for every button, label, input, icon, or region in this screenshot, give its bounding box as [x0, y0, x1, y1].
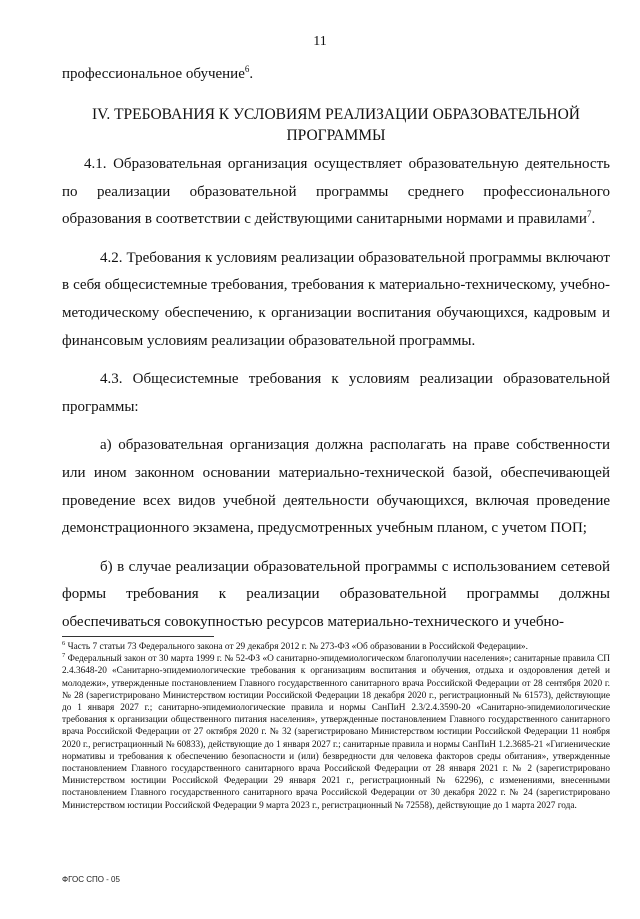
- body-text: [62, 151, 610, 648]
- footnotes: [62, 641, 610, 812]
- intro-line: [62, 64, 610, 84]
- paragraph-4-3: 4.3. Общесистемные требования к условиям реализации образовательной программы:: [62, 371, 610, 415]
- paragraph-4-1: [62, 151, 610, 234]
- paragraph-4-3-a: а) образовательная организация должна располагать на праве собственности или ином законном основании материально-технической базой, обеспечивающей проведение всех видов учебной деятельности обучающихся, включая проведение демонстрационного экзамена, предусмотренных учебным планом, с учетом ПОП;: [62, 437, 610, 537]
- footnote-7: [62, 653, 610, 812]
- paragraph-4-1-end: .: [591, 211, 596, 228]
- paragraph-4-3-b: б) в случае реализации образовательной программы с использованием сетевой формы требования к реализации образовательной программы должны обеспечиваться совокупностью ресурсов материально-технического и учебно-: [62, 558, 610, 630]
- footnote-7-marker: 7: [62, 652, 66, 660]
- section-heading: IV. ТРЕБОВАНИЯ К УСЛОВИЯМ РЕАЛИЗАЦИИ ОБРАЗОВАТЕЛЬНОЙ ПРОГРАММЫ: [91, 106, 580, 144]
- paragraph-4-1-text: 4.1. Образовательная организация осуществляет образовательную деятельность по реализации образовательной программы среднего профессионального образования в соответствии с действующими санитарными нормами и правилами: [62, 156, 610, 228]
- footnote-7-text: Федеральный закон от 30 марта 1999 г. № 52-ФЗ «О санитарно-эпидемиологическом благополучии населения»; санитарные правила СП 2.4.3648-20 «Санитарно-эпидемиологические требования к организациям воспитания и обучения, отдыха и оздоровления детей и молодежи», утвержденные постановлением Главного государственного санитарного врача Российской Федерации от 28 сентября 2020 г. № 28 (зарегистрировано Министерством юстиции Российской Федерации 18 декабря 2020 г., регистрационный № 61573), действующие до 1 января 2027 г.; санитарно-эпидемиологические правила и нормы СанПиН 2.3/2.4.3590-20 «Санитарно-эпидемиологические требования к организации общественного питания населения», утвержденные постановлением Главного государственного санитарного врача Российской Федерации от 27 октября 2020 г. № 32 (зарегистрировано Министерством юстиции Российской Федерации 11 ноября 2020 г., регистрационный № 60833), действующие до 1 января 2027 г.; санитарные правила и нормы СанПиН 1.2.3685-21 «Гигиенические нормативы и требования к обеспечению безопасности и (или) безвредности для человека факторов среды обитания», утвержденные постановлением Главного государственного санитарного врача Российской Федерации от 28 января 2021 г. № 2 (зарегистрировано Министерством юстиции Российской Федерации 29 января 2021 г., регистрационный № 62296), с изменениями, внесенными постановлением Главного государственного санитарного врача Российской Федерации от 30 декабря 2022 г. № 24 (зарегистрировано Министерством юстиции Российской Федерации 9 марта 2023 г., регистрационный № 72558), действующие до 1 марта 2027 года.: [62, 654, 610, 811]
- paragraph-4-2: 4.2. Требования к условиям реализации образовательной программы включают в себя общесистемные требования, требования к материально-техническому, учебно-методическому обеспечению, к организации воспитания обучающихся, кадровым и финансовым условиям реализации образовательной программы.: [62, 249, 610, 349]
- footnote-ref-6: 6: [244, 64, 250, 74]
- footnote-6-marker: 6: [62, 639, 66, 647]
- footnote-separator: [62, 636, 214, 637]
- footnote-6-text: Часть 7 статьи 73 Федерального закона от 29 декабря 2012 г. № 273-ФЗ «Об образовании в Российской Федерации».: [65, 642, 528, 652]
- intro-end: .: [249, 66, 254, 82]
- page-number: 11: [313, 34, 327, 49]
- footnote-ref-7: 7: [586, 209, 592, 220]
- document-code: ФГОС СПО - 05: [62, 875, 120, 884]
- footnote-6: [62, 641, 610, 653]
- intro-text: профессиональное обучение: [62, 66, 245, 82]
